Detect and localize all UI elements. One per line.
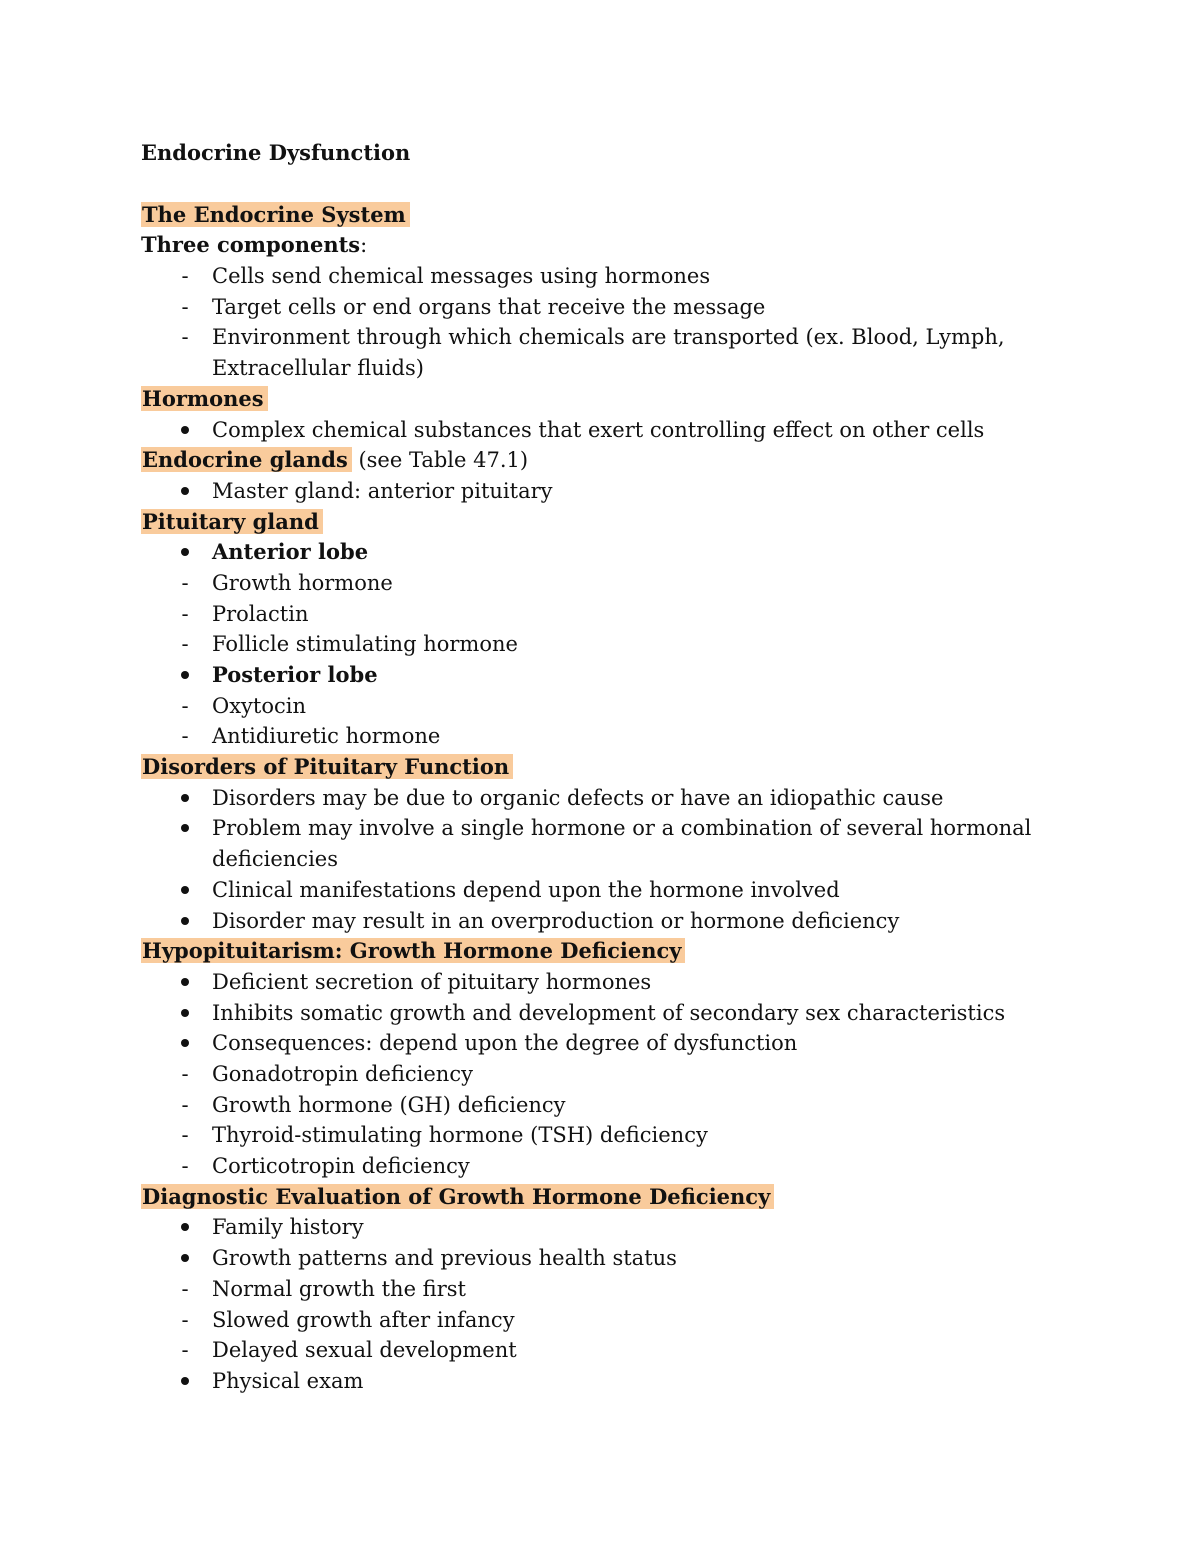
list-item-text: Growth hormone (GH) deficiency bbox=[212, 1092, 566, 1117]
list-item-text: Delayed sexual development bbox=[212, 1338, 517, 1363]
table-reference: (see Table 47.1) bbox=[351, 448, 529, 473]
list-item-text: Environment through which chemicals are transported (ex. Blood, Lymph, Extracellular fluids) bbox=[212, 325, 1005, 381]
list-item-text: Clinical manifestations depend upon the hormone involved bbox=[212, 877, 840, 902]
list-item bbox=[141, 1243, 1041, 1274]
dash-marker: - bbox=[181, 264, 189, 289]
bullet-marker bbox=[175, 783, 195, 814]
dash-marker: - bbox=[181, 1154, 189, 1179]
list-item bbox=[141, 1212, 1041, 1243]
list-item-text: Deficient secretion of pituitary hormones bbox=[212, 969, 652, 994]
list-item bbox=[141, 476, 1041, 507]
list-item bbox=[141, 875, 1041, 906]
document-title: Endocrine Dysfunction bbox=[141, 140, 411, 165]
list-item bbox=[141, 292, 1041, 323]
bullet-marker bbox=[175, 660, 195, 691]
bullet-marker bbox=[175, 998, 195, 1029]
bullet-marker bbox=[175, 875, 195, 906]
list-item-text: Oxytocin bbox=[212, 693, 307, 718]
heading-hypopituitarism: Hypopituitarism: Growth Hormone Deficiency bbox=[141, 938, 685, 963]
list-item bbox=[141, 998, 1041, 1029]
dash-marker: - bbox=[181, 632, 189, 657]
list-item-text: Cells send chemical messages using hormones bbox=[212, 264, 711, 289]
list-item bbox=[141, 1059, 1041, 1090]
list-item-text: Problem may involve a single hormone or a combination of several hormonal deficiencies bbox=[212, 816, 1032, 872]
heading-disorders: Disorders of Pituitary Function bbox=[141, 754, 513, 779]
dash-marker: - bbox=[181, 1307, 189, 1332]
dash-marker: - bbox=[181, 601, 189, 626]
list-item bbox=[141, 1028, 1041, 1059]
list-item bbox=[141, 967, 1041, 998]
dash-marker: - bbox=[181, 1062, 189, 1086]
list-item bbox=[141, 691, 1041, 722]
dash-marker: - bbox=[181, 294, 189, 319]
subheading-colon: : bbox=[360, 233, 368, 258]
list-item bbox=[141, 261, 1041, 292]
bullet-marker bbox=[175, 906, 195, 937]
list-item-text: Slowed growth after infancy bbox=[212, 1307, 515, 1332]
list-item bbox=[141, 783, 1041, 814]
list-item-text: Consequences: depend upon the degree of dysfunction bbox=[212, 1031, 798, 1056]
list-item-text: Family history bbox=[212, 1215, 364, 1240]
list-item-text: Disorder may result in an overproduction or hormone deficiency bbox=[212, 908, 900, 933]
list-item-text: Normal growth the first bbox=[212, 1276, 466, 1301]
list-item-text: Corticotropin deficiency bbox=[212, 1154, 470, 1179]
anterior-lobe-label: Anterior lobe bbox=[212, 539, 369, 565]
list-item bbox=[141, 1305, 1041, 1336]
list-item bbox=[141, 322, 1041, 383]
bullet-marker bbox=[175, 415, 195, 446]
bullet-marker bbox=[175, 967, 195, 998]
dash-marker: - bbox=[181, 325, 189, 350]
list-item bbox=[141, 599, 1041, 630]
list-item bbox=[141, 1151, 1041, 1182]
list-item bbox=[141, 537, 1041, 568]
list-item-text: Master gland: anterior pituitary bbox=[212, 478, 553, 503]
heading-hormones: Hormones bbox=[141, 386, 268, 411]
list-item-text: Complex chemical substances that exert controlling effect on other cells bbox=[212, 417, 985, 442]
heading-pituitary-gland: Pituitary gland bbox=[141, 509, 323, 534]
list-item bbox=[141, 1274, 1041, 1305]
list-item-text: Growth patterns and previous health status bbox=[212, 1246, 677, 1271]
list-item-text: Growth hormone bbox=[212, 570, 393, 595]
bullet-marker bbox=[175, 1028, 195, 1059]
bullet-marker bbox=[175, 1212, 195, 1243]
list-item bbox=[141, 660, 1041, 691]
dash-marker: - bbox=[181, 693, 189, 718]
list-item-text: Thyroid-stimulating hormone (TSH) deficiency bbox=[212, 1123, 708, 1148]
bullet-marker bbox=[175, 813, 195, 844]
spacer bbox=[141, 169, 1041, 200]
list-item-text: Target cells or end organs that receive the message bbox=[212, 294, 766, 319]
list-item-text: Follicle stimulating hormone bbox=[212, 632, 518, 657]
list-item-text: Disorders may be due to organic defects or have an idiopathic cause bbox=[212, 785, 944, 810]
document-content bbox=[141, 138, 1041, 1397]
list-item bbox=[141, 1335, 1041, 1366]
dash-marker: - bbox=[181, 570, 189, 595]
dash-marker: - bbox=[181, 1276, 189, 1301]
heading-endocrine-system: The Endocrine System bbox=[141, 202, 410, 227]
list-item bbox=[141, 568, 1041, 599]
list-item bbox=[141, 906, 1041, 937]
list-item bbox=[141, 629, 1041, 660]
bullet-marker bbox=[175, 1366, 195, 1397]
dash-marker: - bbox=[181, 724, 189, 749]
list-item-text: Prolactin bbox=[212, 601, 309, 626]
subheading-three-components: Three components bbox=[141, 232, 361, 258]
list-item bbox=[141, 1090, 1041, 1121]
list-item-text: Antidiuretic hormone bbox=[212, 724, 441, 749]
dash-marker: - bbox=[181, 1092, 189, 1117]
list-item bbox=[141, 1120, 1041, 1151]
list-item bbox=[141, 1366, 1041, 1397]
list-item bbox=[141, 721, 1041, 752]
bullet-marker bbox=[175, 537, 195, 568]
list-item-text: Inhibits somatic growth and development of secondary sex characteristics bbox=[212, 1000, 1006, 1025]
heading-diagnostic-evaluation: Diagnostic Evaluation of Growth Hormone Deficiency bbox=[141, 1184, 774, 1209]
list-item-text: Gonadotropin deficiency bbox=[212, 1062, 473, 1086]
list-item bbox=[141, 415, 1041, 446]
bullet-marker bbox=[175, 1243, 195, 1274]
dash-marker: - bbox=[181, 1123, 189, 1148]
list-item bbox=[141, 813, 1041, 874]
dash-marker: - bbox=[181, 1338, 189, 1363]
posterior-lobe-label: Posterior lobe bbox=[212, 662, 378, 688]
heading-endocrine-glands: Endocrine glands bbox=[141, 447, 352, 472]
list-item-text: Physical exam bbox=[212, 1368, 364, 1393]
bullet-marker bbox=[175, 476, 195, 507]
